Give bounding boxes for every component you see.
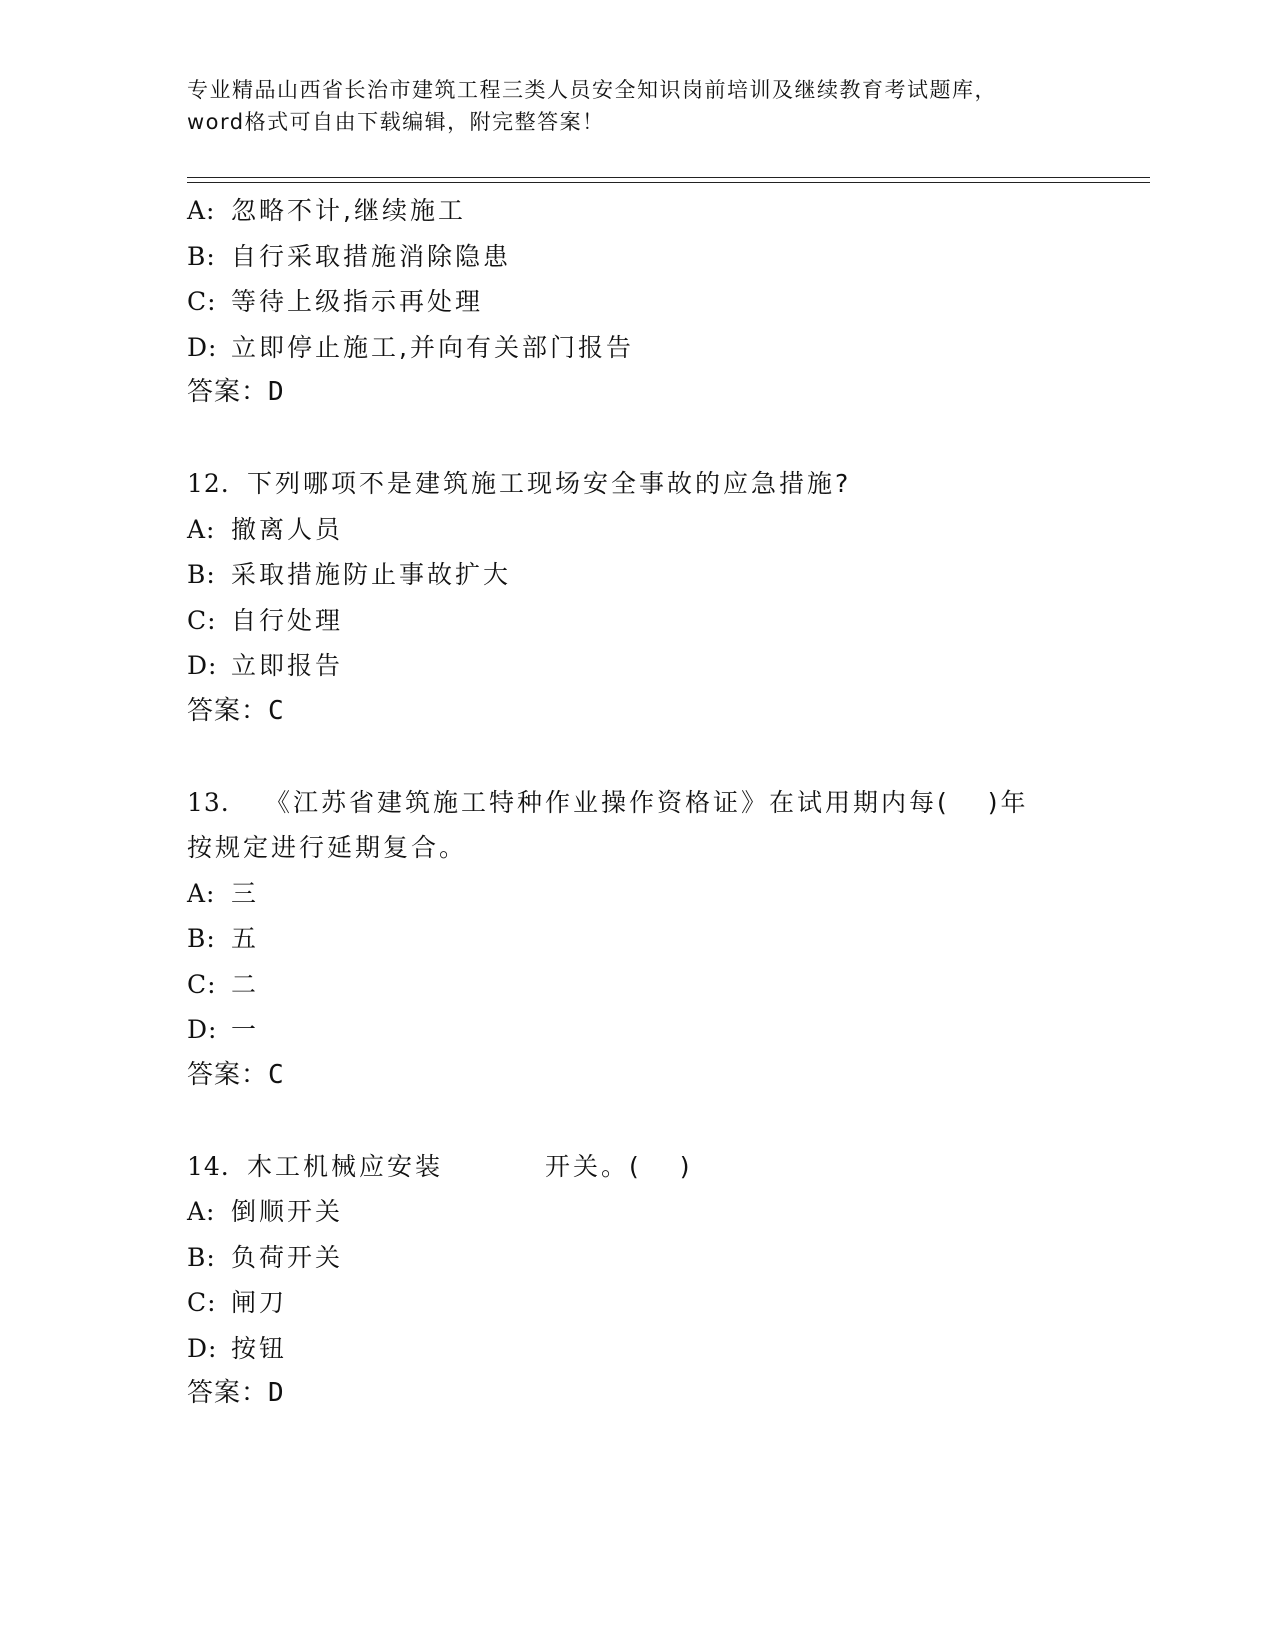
question-stem: 12. 下列哪项不是建筑施工现场安全事故的应急措施? xyxy=(187,461,1087,507)
question-11-continued xyxy=(187,188,1087,416)
answer-line: 答案：D xyxy=(187,377,285,407)
question-stem: 14. 木工机械应安装 开关。( ) xyxy=(187,1144,1087,1190)
question-stem-continued: 按规定进行延期复合。 xyxy=(187,833,468,862)
answer-value: D xyxy=(268,1378,285,1408)
question-list xyxy=(187,188,1087,1417)
header-divider-top xyxy=(187,177,1150,178)
answer-value: D xyxy=(268,377,285,407)
option-c: C: 闸刀 xyxy=(187,1288,288,1317)
answer-line: 答案：D xyxy=(187,1378,285,1408)
option-a: A: 撤离人员 xyxy=(187,514,344,544)
option-b: B: 自行采取措施消除隐患 xyxy=(187,241,512,271)
spacer xyxy=(187,734,1087,780)
header-line-2: word格式可自由下载编辑，附完整答案！ xyxy=(187,110,605,134)
option-a: A: 倒顺开关 xyxy=(187,1197,344,1226)
spacer xyxy=(187,1098,1087,1144)
option-d: D: 立即停止施工,并向有关部门报告 xyxy=(187,332,634,362)
question-number: 12. xyxy=(187,469,230,498)
option-d: D: 按钮 xyxy=(187,1333,288,1363)
answer-value: C xyxy=(268,695,285,726)
option-c: C: 自行处理 xyxy=(187,605,344,635)
question-number: 14. xyxy=(187,1151,230,1181)
option-c: C: 等待上级指示再处理 xyxy=(187,287,484,316)
option-a: A: 三 xyxy=(187,878,260,908)
answer-value: C xyxy=(268,1059,285,1090)
option-d: D: 一 xyxy=(187,1015,260,1044)
answer-line: 答案：C xyxy=(187,1059,285,1090)
spacer xyxy=(187,416,1087,462)
question-12 xyxy=(187,461,1087,734)
header-line-1: 专业精品山西省长治市建筑工程三类人员安全知识岗前培训及继续教育考试题库， xyxy=(187,78,997,102)
answer-line: 答案：C xyxy=(187,695,285,726)
option-b: B: 负荷开关 xyxy=(187,1242,344,1272)
question-stem: 13. 《江苏省建筑施工特种作业操作资格证》在试用期内每( )年 xyxy=(187,780,1087,826)
header-divider-bottom xyxy=(187,182,1150,183)
question-13 xyxy=(187,780,1087,1099)
question-14 xyxy=(187,1144,1087,1417)
question-number: 13. xyxy=(187,787,230,817)
option-a: A: 忽略不计,继续施工 xyxy=(187,196,466,225)
document-header xyxy=(187,74,1087,138)
option-d: D: 立即报告 xyxy=(187,651,344,680)
option-c: C: 二 xyxy=(187,969,260,999)
option-b: B: 采取措施防止事故扩大 xyxy=(187,560,512,589)
option-b: B: 五 xyxy=(187,924,260,953)
